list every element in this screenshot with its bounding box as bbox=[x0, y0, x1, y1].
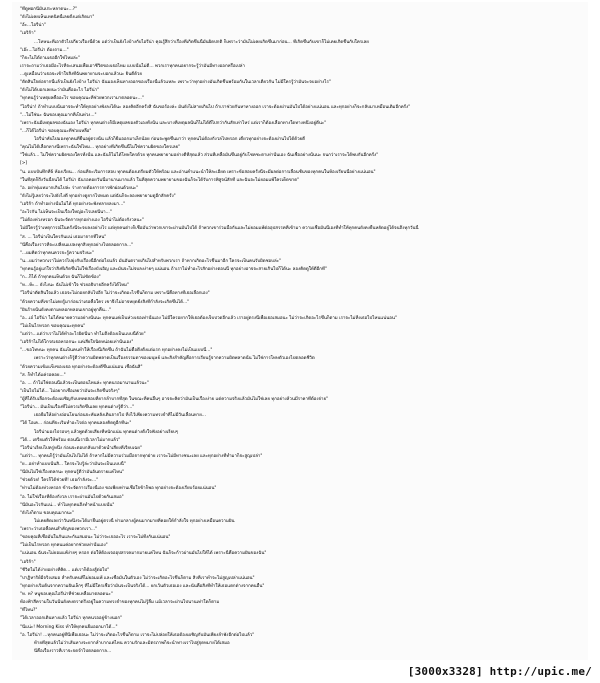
text-line: ไม่เคยคิดเลยว่าวันหนึ่งจะได้มายืนอยู่ตรงนี้ ท่ามกลางผู้คนมากมายที่คอยให้กำลังใจ ทุกอย่างเหมือนความฝัน bbox=[34, 518, 235, 524]
text-line: ...ดูเหมือนว่าเธอจะเข้าใจสิ่งที่ฉันพยายามจะบอกแล้วนะ ยินดีด้วย bbox=[20, 72, 142, 77]
text-line: "อ้ะ...ไอรีน่า" bbox=[20, 23, 46, 29]
text-line: "ฝันร้ายนั้นยังคงตามหลอกหลอนเขาอยู่ทุกคืน..." bbox=[20, 307, 111, 313]
text-line: "ด้วยความที่เขาไม่เคยรู้มาก่อนว่าเธอคือใคร เขาจึงไม่อาจหยุดยั้งสิ่งที่กำลังจะเกิดขึ้นได้..." bbox=[20, 299, 190, 305]
text-line: ไอรีน่ามองไปรอบๆ แล้วพูดด้วยเสียงที่หนักแน่น ทุกคนต่างตั้งใจฟังอย่างเงียบๆ bbox=[34, 429, 179, 435]
text-line: "ท่านไม่ต้องห่วงหรอก ข้าจะจัดการเรื่องนี้เอง ขอเพียงท่านเชื่อใจข้าก็พอ ทุกอย่างจะต้องเรียบร้อยแน่นอน" bbox=[20, 486, 217, 492]
text-line: "ห. ห? หนูขอบคุณไอรีน่าที่ช่วยเหลือมาตลอดนะ" bbox=[20, 592, 113, 597]
text-line: ท้องฟ้าสีครามในวันนั้นยังคงตราตรึงอยู่ในความทรงจำของทุกคนไม่รู้ลืม แม้เวลาจะผ่านไปนานเท่าใดก็ตาม bbox=[20, 600, 220, 606]
text-line: "ไอรีน่าตัดสินใจแล้ว เธอจะไม่ถอยกลับไปอีก ไม่ว่าจะเกิดอะไรขึ้นก็ตาม เพราะนี่คือทางที่เธอเลือกเอง" bbox=[20, 291, 210, 297]
text-line: "อ. ไม่ใช่เรื่องที่ต้องกังวล เราจะผ่านมันไปด้วยกันเสมอ" bbox=[20, 494, 124, 500]
text-line: "อะไรกัน ไม่เห็นจะเป็นเรื่องใหญ่อะไรเลยนี่นา..." bbox=[20, 210, 112, 216]
text-line: "เพราะว่าเธอคือคนสำคัญของพวกเรา..." bbox=[20, 527, 98, 532]
text-line: "เป็นไปไม่ได้... ไม่อยากเชื่อเลยว่ามันจะเกิดขึ้นจริงๆ" bbox=[20, 388, 120, 394]
text-line: "เอ๊ะ...ไอรีน่า ต้องถาม..." bbox=[20, 47, 69, 53]
text-line: "เอริก้า ถ้าทำอย่างนั้นไม่ได้ ทุกอย่างจะพังทลายลงมา..." bbox=[20, 202, 126, 207]
text-line: "เอริก้า" bbox=[20, 559, 36, 565]
text-line: "ส. ... ไอรีน่าเป็นใครกันแน่ เธอมาจากที่ไหน" bbox=[20, 234, 107, 240]
text-line: [>] bbox=[20, 161, 28, 167]
text-line: "ยังไม่รู้เลยว่าจะไปยังไงดี ทุกอย่างดูยากไปหมด แต่ฉันก็จะลองพยายามดูอีกสักครั้ง" bbox=[20, 193, 176, 199]
text-line: นี่คือเรื่องราวที่เราจะจดจำไปตลอดกาล... bbox=[34, 648, 112, 654]
text-line: "เพราะฉันมีเหตุผลของฉันเอง ไอรีน่า ทุกคนต่างก็มีเหตุผลของตัวเองทั้งนั้น และบางทีเหตุผลนั้นก็ไม่ได้ดีไปกว่ากันสักเท่าไหร่ แต่เราก็ต้องเลือกทางใดทางหนึ่งอยู่ดีนะ" bbox=[20, 120, 327, 126]
text-line: "...ขอโทษนะ ทุกคน ฉันเป็นคนทำให้เรื่องนี้เกิดขึ้น ถ้าฉันไม่ดื้อดึงตั้งแต่แรก ทุกอย่างคงไม่เป็นแบบนี้..." bbox=[20, 348, 213, 354]
text-line: ท้ายที่สุดแล้วไม่ว่าเส้นทางจะยากลำบากแค่ไหน ความรักและมิตรภาพก็จะนำทางเราไปสู่จุดหมายได้เสมอ bbox=[34, 640, 230, 646]
text-line: "ได้ โอเค... ก่อนที่จะเริ่มทำอะไรต่อ ทุกคนลองคิดดูอีกทีนะ" bbox=[20, 421, 132, 427]
text-line: "ปาฏิหาริย์มีจริงเสมอ สำหรับคนที่ไม่ยอมแพ้ และเชื่อมั่นในตัวเอง ไม่ว่าจะเกิดอะไรขึ้นก็ตาม สิ่งที่เราทำจะไม่สูญเปล่าแน่นอน" bbox=[20, 575, 255, 581]
text-line: "ชีวิตไม่ได้ง่ายอย่างที่คิด... แต่เราก็ต้องสู้ต่อไป" bbox=[20, 567, 110, 573]
text-line: "ในที่สุดก็ถึงวันนี้จนได้ ไอรีน่า ฉันรอคอยวันนี้มานานมากแล้ว ในที่สุดความพยายามของฉันก็จะได้รับการพิสูจน์สักที และฉันจะไม่ยอมแพ้ใครเด็ดขาด" bbox=[20, 177, 300, 183]
text-line: "ก็จะไม่ได้ถามเธออีกใช่ไหมล่ะ" bbox=[20, 55, 81, 61]
text-line: "นี่มันไม่ใช่เรื่องตลกนะ ทุกคนรู้ดีว่ามันอันตรายแค่ไหน" bbox=[20, 470, 125, 476]
text-line: "...ก็ได้ไอรีน่า ขอบคุณนะที่ช่วยเหลือ" bbox=[20, 128, 92, 134]
text-line: เธอยิ้มให้อย่างอ่อนโยนก่อนจะหันหลังเดินจากไป ทิ้งไว้เพียงความทรงจำที่ไม่มีวันเลือนหาย... bbox=[34, 413, 206, 419]
text-line: "ไอรีน่า! ถ้าทำแบบนั้นอาจจะทำให้ทุกอย่างพังลงได้นะ ลองคิดอีกครั้งสิ ฉันขอร้องล่ะ มันยังไม่สายเกินไป ถ้าเราช่วยกันหาทางออก เราจะต้องผ่านมันไปได้อย่างแน่นอน และทุกอย่างก็จะกลับมาเหมือนเดิมอีกครั้ง" bbox=[20, 104, 411, 110]
text-line: "ไม่ต้องห่วงหรอก ฉันจะจัดการทุกอย่างเอง ไอรีน่าไม่ต้องกังวลนะ" bbox=[20, 218, 144, 224]
text-line: "ด้วยความเข้มแข็งของเธอ ทุกอย่างจะต้องดีขึ้นแน่นอน เชื่อฉันสิ" bbox=[20, 364, 143, 370]
text-line: "ยังไงก็ตาม ขอบคุณมากนะ" bbox=[20, 510, 75, 516]
text-line: "ยังไม่ได้บอกเลยนะว่ามันคืออะไร ไอรีน่า" bbox=[20, 88, 100, 94]
text-line: ...โทษนะที่เอาตัวไปเกี่ยวเรื่องนี้ด้วย แต่ว่าเป็นยังไงบ้างกับไอรีน่า คุณรู้สึกว่าเรื่องที่เกิดขึ้นนี้มันผิดปกติ ก็เพราะว่ามันไม่เคยเกิดขึ้นมาก่อน... ที่เกิดขึ้นกับเขาก็ไม่เคยเกิดขึ้นกับใครเลย bbox=[34, 39, 369, 45]
text-line: "ทุกคนรู้อยู่แก่ใจว่าสิ่งที่เกิดขึ้นไม่ใช่เรื่องบังเอิญ และมันจะไม่จบลงง่ายๆ แน่นอน ถ้าเราไม่ทำอะไรสักอย่างตอนนี้ ทุกอย่างอาจจะสายเกินไปก็ได้นะ ลองคิดดูให้ดีอีกที" bbox=[20, 267, 327, 272]
text-line: "เอริก้าไม่ได้โกรธเธอหรอกนะ แค่เสียใจนิดหน่อยเท่านั้นเอง" bbox=[20, 340, 134, 346]
text-line: "ตัดสินใจต่อจากนี้แล้วเป็นยังไงบ้าง ไอรีน่า ฉันมองเห็นทางออกของเรื่องนี้แล้วแหละ เพราะว่าทุกอย่างมันเกิดขึ้นพร้อมกันในเวลาเดียวกัน ไม่มีใครรู้ว่ามันจะจบอย่างไร" bbox=[20, 80, 331, 86]
text-line: "...ผมคิดว่าทุกคนควรจะรู้ความจริงนะ" bbox=[20, 250, 95, 256]
text-line: เราจะถามว่าเธอมีอะไรที่จะเสนอเพื่อเอาชีวิตของเธอไหม แบบนั้นไม่ดี... พวกเราทุกคนอยากจะรู้ว่ามันมีทางออกหรือเปล่า bbox=[20, 63, 245, 69]
text-line: "อ...เอ๋ ไอรีน่า ไม่ได้หมายความอย่างนั้นนะ ทุกคนแค่เป็นห่วงเธอเท่านั้นเอง ไม่มีใครอยากให้เธอต้องเจ็บปวดอีกแล้ว เราอยู่ตรงนี้เพื่อเธอเสมอนะ ไม่ว่าจะเกิดอะไรขึ้นก็ตาม เราจะไม่ทิ้งเธอไปไหนแน่นอน" bbox=[20, 315, 397, 321]
text-line: "อ. ... ถ้าไม่ใช่ตอนนี้แล้วจะเป็นตอนไหนล่ะ ทุกคนรอมานานแล้วนะ" bbox=[20, 380, 149, 386]
image-size-watermark: [3000x3328] http://upic.me/ bbox=[407, 665, 592, 678]
text-line: "ยังไม่เคยเห็นเทคนิคนี้เลยตั้งแต่เกิดมา" bbox=[20, 15, 95, 21]
document-page bbox=[12, 2, 588, 660]
text-line: "อ. ไอรีน่า! ...ทุกคนอยู่ที่นี่เพื่อเธอนะ ไม่ว่าจะเกิดอะไรขึ้นก็ตาม เราจะไม่ปล่อยให้เธอต้องเผชิญกับมันเพียงลำพังอีกต่อไปแล้ว" bbox=[20, 632, 255, 638]
text-line: "นี่คือเรื่องราวที่จะเปลี่ยนแปลงทุกสิ่งทุกอย่างไปตลอดกาล..." bbox=[20, 242, 134, 248]
text-line: "น. แบบบันทึกที่6 ห้องเรียน... ก่อนที่จะเริ่มการสอบ ทุกคนต้องเตรียมตัวให้พร้อม และอ่านคำแนะนำให้ละเอียด เพราะข้อสอบครั้งนี้จะมีผลต่อการเลื่อนชั้นของทุกคนในห้องเรียนนี้อย่างแน่นอน" bbox=[20, 169, 376, 175]
text-line: "ได้เวลาออกเดินทางแล้ว ไอรีน่า ทุกคนรออยู่ข้างนอก" bbox=[20, 616, 123, 622]
text-line: "ไม่เป็นไรหรอก ทุกคนแค่อยากช่วยเท่านั้นเอง" bbox=[20, 543, 108, 549]
text-line: "เอริก้า" bbox=[20, 31, 36, 37]
text-line: "ช่วยด้วย! ใครก็ได้ช่วยที! เธอกำลังจะ..." bbox=[20, 478, 99, 484]
text-line: "ไอรีน่าเงียบไปครู่หนึ่ง ก่อนจะตอบกลับมาด้วยน้ำเสียงที่เรียบเฉย" bbox=[20, 445, 142, 451]
text-line: ไม่มีใครรู้ว่าเหตุการณ์ในครั้งนี้จะจบลงอย่างไร แต่ทุกคนต่างก็เชื่อมั่นว่าพวกเขาจะผ่านมันไปได้ ถ้าพวกเขาร่วมมือกันและไม่ยอมแพ้ต่ออุปสรรคที่เข้ามา ความเชื่อมั่นนี้เองที่ทำให้ทุกคนยังคงยืนหยัดอยู่ได้จนถึงทุกวันนี้ bbox=[20, 226, 419, 232]
text-line: "ไม่เป็นไรหรอก ขอบคุณนะทุกคน" bbox=[20, 323, 86, 329]
text-line: "น...ผมว่าพวกเราไม่ควรไปยุ่งกับเรื่องนี้อีกต่อไปแล้ว มันอันตรายเกินไปสำหรับพวกเรา ถ้าหากเกิดอะไรขึ้นมาอีก ใครจะเป็นคนรับผิดชอบล่ะ" bbox=[20, 258, 282, 264]
text-line: "ทุกคนรู้ว่าเหตุผลคืออะไร ขอบคุณนะที่ช่วยพวกเรามาตลอดนะ..." bbox=[20, 96, 144, 102]
text-line: "ที่ไหน?" bbox=[20, 608, 38, 614]
text-line: "ย...อย่าทำแบบนั้นสิ... ใครจะไปรู้ล่ะว่ามันจะเป็นแบบนี้" bbox=[20, 462, 126, 467]
text-line: "ที่ดูพอกนีมันประหลาดนะ...?" bbox=[20, 7, 78, 12]
text-line: "ส. ก็ทำได้แค่รอคอย..." bbox=[20, 372, 66, 378]
text-line: "แต่ว่า... ทุกคนก็รู้ว่ามันเป็นไปไม่ได้ ถ้าหากไม่มีความร่วมมือจากทุกฝ่าย เราจะไม่มีทางชนะเลย และทุกอย่างที่ทำมาก็จะสูญเปล่า" bbox=[20, 453, 263, 459]
text-line: "นี่แน่ะ! Morning Kiss ทำให้ทุกคนยิ้มออกมาได้..." bbox=[20, 624, 118, 630]
text-line: "ห...ห้ะ... ยังไงนะ ฉันไม่เข้าใจ ช่วยอธิบายอีกครั้งได้ไหม" bbox=[20, 283, 129, 289]
text-line: "ผู้ที่ได้รับเลือกจะต้องเผชิญกับบททดสอบที่ยากลำบากที่สุด ในขณะที่คนอื่นๆ อาจจะคิดว่ามันเป็นเรื่องง่าย แต่ความจริงแล้วมันไม่ใช่เลย ทุกอย่างล้วนมีราคาที่ต้องจ่าย" bbox=[20, 397, 329, 402]
text-line: "...ไม่ใช่นะ ฉันขอบคุณมากที่เป็นห่วง..." bbox=[20, 112, 97, 118]
text-line: "ก...ก็ได้ ถ้าทุกคนเห็นด้วย ฉันก็ไม่ขัดข้อง" bbox=[20, 275, 101, 281]
text-line: "คุณไม่ได้เลือกทางนี้เพราะฉันใช่ไหม... ทุกอย่างที่เกิดขึ้นนี้ไม่ใช่ความผิดของใครเลย" bbox=[20, 145, 181, 151]
text-line: "ทุกอย่างเริ่มต้นจากความฝันเล็กๆ ที่ไม่มีใครเชื่อว่ามันจะเป็นจริงได้... ยกเว้นตัวเธอเอง และนั่นคือสิ่งที่ทำให้เธอแตกต่างจากคนอื่น" bbox=[20, 583, 265, 589]
text-line: "แน่นอน ฉันจะไม่ยอมแพ้ง่ายๆ หรอก ต่อให้ต้องเจออุปสรรคมากมายแค่ไหน ฉันก็จะก้าวผ่านมันไปให้ได้ เพราะนี่คือความฝันของฉัน" bbox=[20, 551, 267, 557]
text-line: "ใช่แล้ว... ไม่ใช่ความผิดของใครทั้งนั้น และฉันก็ไม่ได้โทษใครด้วย ทุกคนพยายามอย่างดีที่สุดแล้ว ส่วนที่เหลือมันขึ้นอยู่กับโชคชะตาเท่านั้นเอง ฉันเชื่ออย่างนั้นนะ จนกว่าเราจะได้พบกันอีกครั้ง" bbox=[20, 153, 379, 159]
text-line: ไอรีน่าหันไปมองทุกคนที่ยืนอยู่ตรงนั้น แล้วก็ยิ้มออกมาเล็กน้อย ก่อนจะพูดขึ้นมาว่า ทุกคนไม่ต้องกังวลไปหรอก เดี๋ยวทุกอย่างจะต้องผ่านไปได้ด้วยดี bbox=[34, 137, 305, 142]
text-line: "แต่ว่า...แต่ว่าเราไม่ได้ทำอะไรผิดนี่นา ทำไมถึงต้องเป็นแบบนี้ด้วย" bbox=[20, 332, 146, 337]
text-line: เพราะว่าทุกคนต่างก็รู้ดีว่าความผิดพลาดเป็นเรื่องธรรมดาของมนุษย์ และสิ่งสำคัญคือการเรียนรู้จากความผิดพลาดนั้น ไม่ใช่การโทษตัวเองไปตลอดชีวิต bbox=[34, 356, 315, 362]
text-line: "ได้... เตรียมตัวให้พร้อม ตอนนี้เรามีเวลาไม่มากแล้ว" bbox=[20, 437, 121, 443]
text-line: "นี่มันอะไรกันแน่... ทำไมทุกคนถึงทำหน้าแบบนั้น" bbox=[20, 502, 115, 508]
text-line: "ขอบคุณที่เชื่อมั่นในกันและกันเสมอนะ ไม่ว่าจะเจออะไร เราจะไม่ทิ้งกันแน่นอน" bbox=[20, 535, 171, 541]
document-body bbox=[12, 2, 588, 660]
text-line: "ไอรีน่า... มันเป็นเรื่องที่ไม่ควรเกิดขึ้นเลย ทุกคนต่างรู้ดีว่า..." bbox=[20, 405, 135, 411]
text-line: "อ. อย่าทุ่มเทมากเกินไปล่ะ ร่างกายต้องการการพักผ่อนด้วยนะ" bbox=[20, 185, 139, 191]
